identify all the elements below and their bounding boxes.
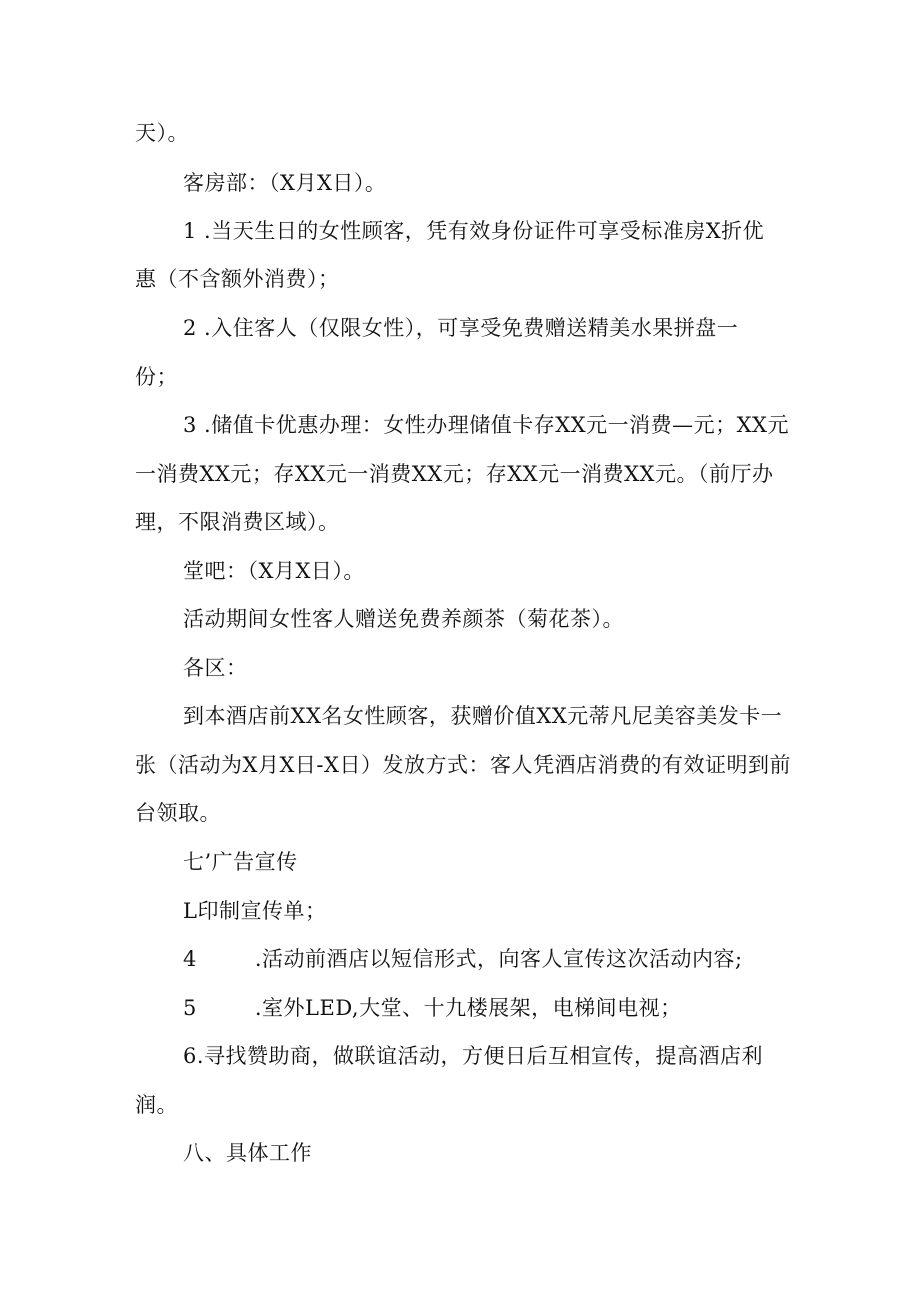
text-line: 2 .入住客人（仅限女性），可享受免费赠送精美水果拼盘一	[183, 316, 739, 340]
text-line: 1 .当天生日的女性顾客，凭有效身份证件可享受标准房X折优	[183, 219, 765, 243]
text-line: 一消费XX元；存XX元一消费XX元；存XX元一消费XX元。（前厅办	[135, 462, 774, 486]
item-text: .室外LED,大堂、十九楼展架，电梯间电视；	[254, 996, 682, 1020]
item-number: 4	[183, 947, 197, 971]
text-line: 理，不限消费区域）。	[135, 510, 340, 534]
text-line: 台领取。	[135, 801, 221, 825]
section-heading-specific-work: 八、具体工作	[183, 1141, 312, 1165]
text-line: 天）。	[135, 121, 189, 145]
text-line: 张（活动为X月X日-X日）发放方式：客人凭酒店消费的有效证明到前	[135, 753, 791, 777]
text-line: 润。	[135, 1093, 178, 1117]
section-heading-guest-rooms: 客房部：（X月X日）。	[183, 171, 387, 195]
numbered-item	[183, 944, 743, 974]
text-line: L印制宣传单；	[183, 899, 327, 923]
text-line: 活动期间女性客人赠送免费养颜茶（菊花茶）。	[183, 607, 624, 631]
text-line: 到本酒店前XX名女性顾客，获赠价值XX元蒂凡尼美容美发卡一	[183, 704, 783, 728]
text-line: 惠（不含额外消费）；	[135, 267, 340, 291]
text-line: 6.寻找赞助商，做联谊活动，方便日后互相宣传，提高酒店利	[183, 1044, 764, 1068]
text-line: 3 .储值卡优惠办理：女性办理储值卡存XX元一消费—元；XX元	[183, 413, 790, 437]
section-heading-lobby-bar: 堂吧：（X月X日）。	[183, 559, 365, 583]
item-text: .活动前酒店以短信形式，向客人宣传这次活动内容;	[254, 947, 743, 971]
numbered-item	[183, 993, 682, 1023]
section-heading-all-areas: 各区：	[183, 656, 248, 680]
section-heading-advertising: 七’广告宣传	[183, 850, 298, 874]
text-line: 份；	[135, 365, 178, 389]
item-number: 5	[183, 996, 197, 1020]
